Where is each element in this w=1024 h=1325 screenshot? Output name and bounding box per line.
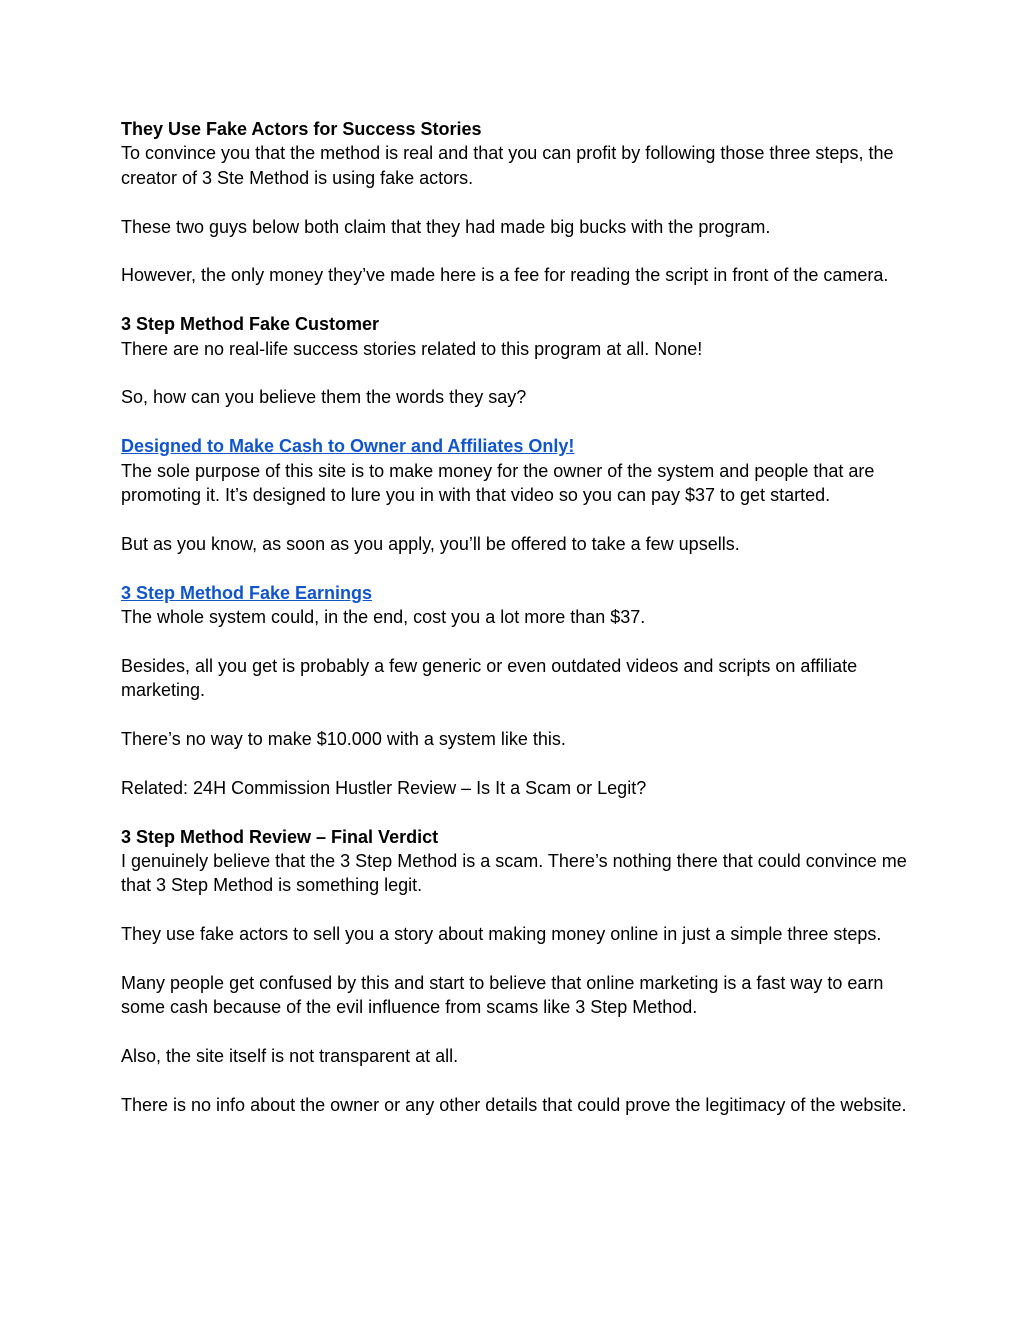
paragraph-gap	[121, 288, 911, 312]
paragraph: However, the only money they’ve made here is a fee for reading the script in front of the camera.	[121, 265, 889, 286]
paragraph-gap	[121, 556, 911, 580]
paragraph-gap	[121, 507, 911, 531]
paragraph: These two guys below both claim that they had made big bucks with the program.	[121, 216, 771, 237]
paragraph: I genuinely believe that the 3 Step Method is a scam. There’s nothing there that could convince me that 3 Step Method is something legit.	[121, 851, 907, 896]
paragraph: There’s no way to make $10.000 with a system like this.	[121, 729, 566, 750]
paragraph-gap	[121, 898, 911, 922]
paragraph: The whole system could, in the end, cost you a lot more than $37.	[121, 607, 646, 628]
paragraph-gap	[121, 1020, 911, 1044]
paragraph: There is no info about the owner or any other details that could prove the legitimacy of the website.	[121, 1095, 907, 1116]
section-heading: 3 Step Method Review – Final Verdict	[121, 826, 439, 847]
paragraph: The sole purpose of this site is to make money for the owner of the system and people that are promoting it. It’s designed to lure you in with that video so you can pay $37 to get started.	[121, 460, 875, 506]
designed-to-make-cash-link[interactable]: Designed to Make Cash to Owner and Affiliates Only!	[121, 436, 575, 457]
section-heading: 3 Step Method Fake Customer	[121, 314, 380, 335]
paragraph-gap	[121, 361, 911, 385]
related-paragraph: Related: 24H Commission Hustler Review – Is It a Scam or Legit?	[121, 777, 647, 798]
paragraph-gap	[121, 239, 911, 263]
paragraph-gap	[121, 751, 911, 775]
fake-earnings-link[interactable]: 3 Step Method Fake Earnings	[121, 582, 373, 603]
paragraph: Also, the site itself is not transparent at all.	[121, 1046, 459, 1067]
paragraph-gap	[121, 1069, 911, 1093]
paragraph: They use fake actors to sell you a story about making money online in just a simple three steps.	[121, 924, 882, 945]
paragraph: There are no real-life success stories related to this program at all. None!	[121, 338, 703, 359]
paragraph: So, how can you believe them the words they say?	[121, 387, 527, 408]
paragraph: To convince you that the method is real and that you can profit by following those three steps, the creator of 3 Ste Method is using fake actors.	[121, 143, 894, 188]
document-page	[121, 117, 911, 1117]
paragraph: But as you know, as soon as you apply, you’ll be offered to take a few upsells.	[121, 533, 740, 554]
paragraph: Many people get confused by this and start to believe that online marketing is a fast way to earn some cash because of the evil influence from scams like 3 Step Method.	[121, 973, 884, 1018]
section-heading: They Use Fake Actors for Success Stories	[121, 119, 482, 139]
paragraph-gap	[121, 947, 911, 971]
paragraph-gap	[121, 703, 911, 727]
paragraph: Besides, all you get is probably a few generic or even outdated videos and scripts on affiliate marketing.	[121, 655, 858, 701]
paragraph-gap	[121, 800, 911, 824]
paragraph-gap	[121, 410, 911, 434]
paragraph-gap	[121, 190, 911, 214]
paragraph-gap	[121, 629, 911, 653]
